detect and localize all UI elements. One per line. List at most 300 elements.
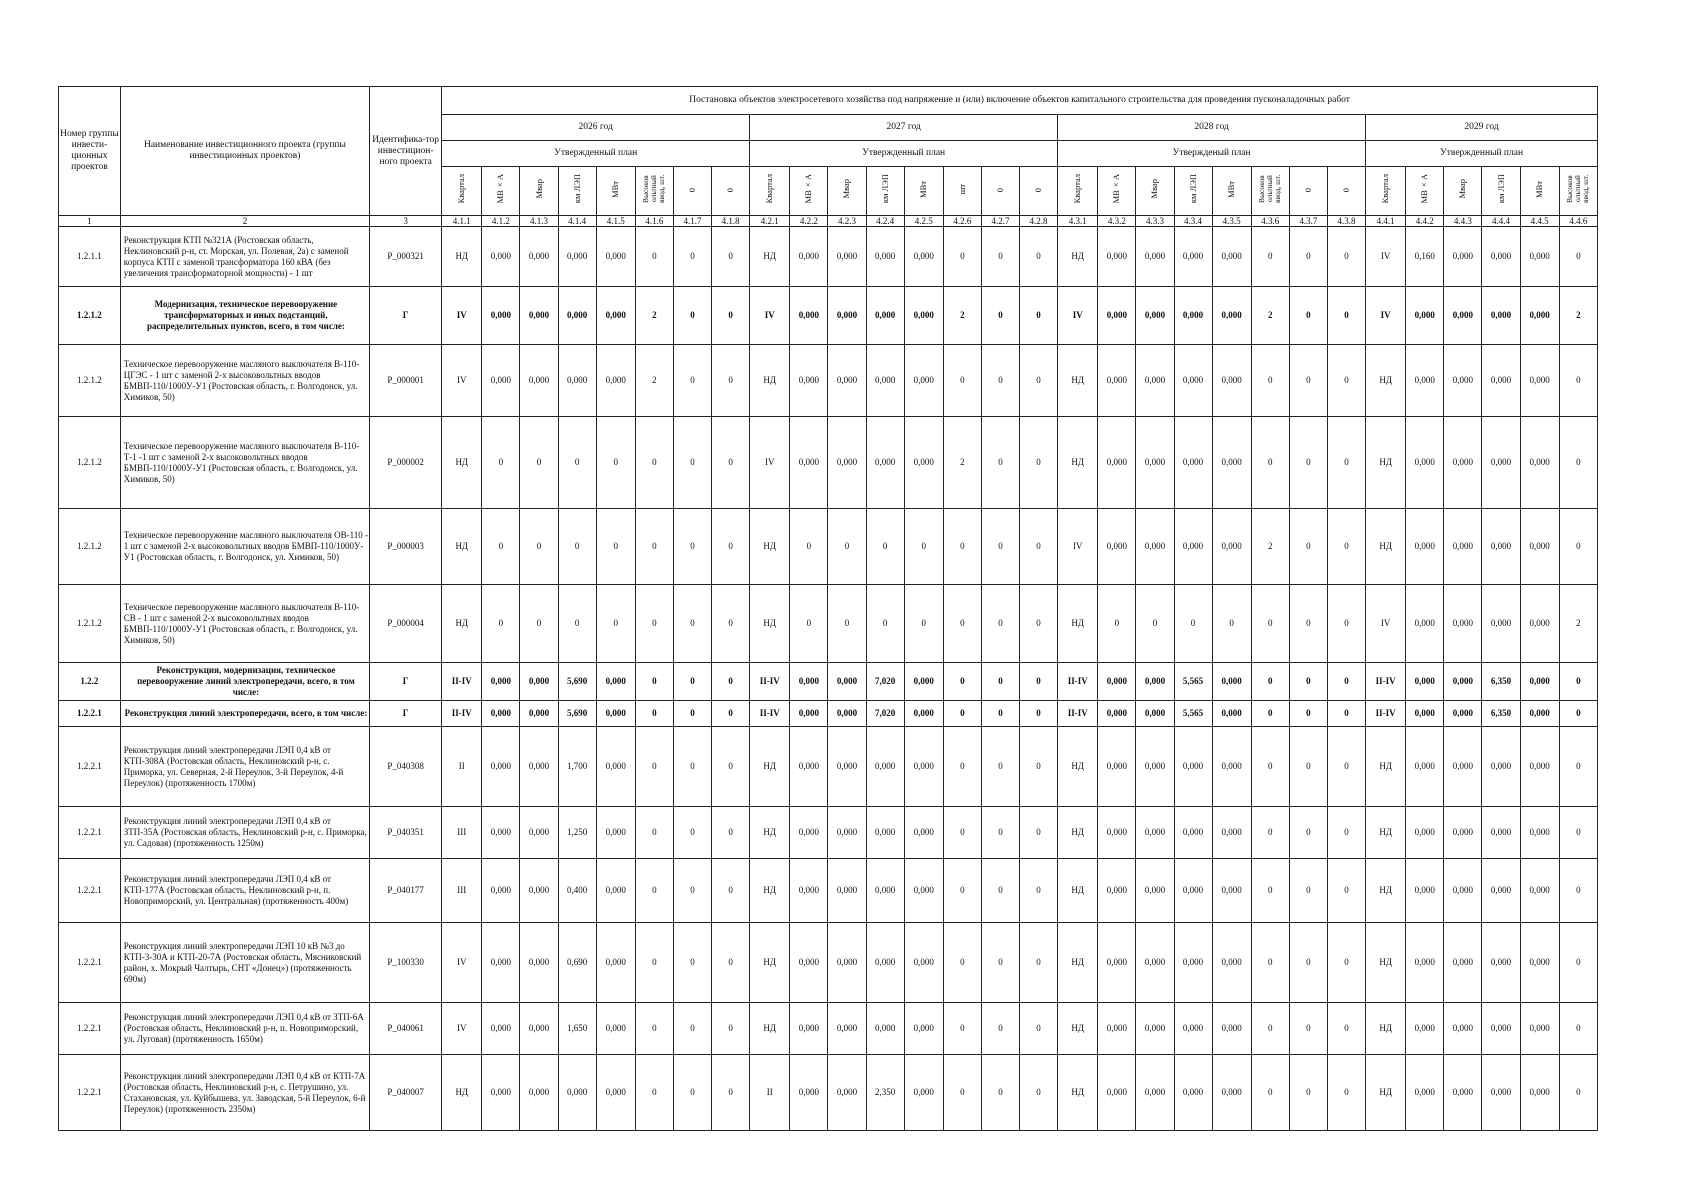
row-value: 0 (1327, 1003, 1365, 1055)
row-value: 0,000 (1212, 509, 1251, 585)
row-value: 0 (1020, 509, 1058, 585)
row-value: 0,000 (1406, 923, 1444, 1003)
row-value: 0 (1020, 227, 1058, 287)
row-value: 0 (712, 859, 750, 923)
row-value: 0 (1559, 807, 1597, 859)
column-index: 4.3.5 (1212, 216, 1251, 227)
header-unit (750, 167, 790, 216)
header-unit-label: шт (956, 183, 967, 195)
investment-table-sheet (58, 86, 1598, 1131)
row-value: 0 (904, 509, 943, 585)
row-value: 0,000 (1212, 287, 1251, 345)
row-value: 0,000 (520, 287, 558, 345)
row-value: 0,000 (1212, 727, 1251, 807)
row-value: 0 (1559, 417, 1597, 509)
row-value: НД (1058, 859, 1098, 923)
row-value: 0,000 (520, 859, 558, 923)
row-value: 0,000 (1444, 417, 1482, 509)
row-value: 0,000 (828, 345, 866, 417)
row-value: 0 (712, 923, 750, 1003)
row-value: 0 (1327, 923, 1365, 1003)
row-value: 0,000 (1212, 417, 1251, 509)
row-value: 0,000 (1212, 1055, 1251, 1131)
column-index: 4.2.3 (828, 216, 866, 227)
row-value: 0,000 (866, 417, 904, 509)
header-unit-label: МВ×А (1111, 174, 1122, 204)
row-value: IV (1058, 287, 1098, 345)
header-unit-label: 0 (686, 188, 697, 193)
row-value: 0,000 (558, 227, 596, 287)
row-value: 0 (943, 663, 981, 701)
row-identifier: P_040308 (370, 727, 442, 807)
row-value: 0 (673, 859, 711, 923)
row-identifier: P_000321 (370, 227, 442, 287)
row-value: 0 (712, 663, 750, 701)
row-value: 0,000 (790, 227, 828, 287)
row-group-number: 1.2.1.2 (59, 345, 121, 417)
row-value: 0 (673, 509, 711, 585)
row-value: НД (1058, 1055, 1098, 1131)
row-value: 0 (1559, 1003, 1597, 1055)
table-row (59, 585, 1598, 663)
row-value: 2 (635, 345, 673, 417)
header-unit (1098, 167, 1136, 216)
row-value: 0 (1327, 585, 1365, 663)
column-index: 4.3.4 (1174, 216, 1212, 227)
row-value: 2 (1251, 509, 1289, 585)
row-value: 0,000 (904, 345, 943, 417)
row-value: 0 (712, 287, 750, 345)
row-value: 0 (1251, 663, 1289, 701)
row-value: 0 (712, 227, 750, 287)
row-value: 0,000 (828, 227, 866, 287)
header-unit (635, 167, 673, 216)
row-value: IV (1058, 509, 1098, 585)
header-unit-label: МВт (918, 180, 929, 198)
header-unit-label: Мвар (1457, 179, 1468, 199)
row-value: 0,000 (828, 663, 866, 701)
row-value: 0,000 (482, 663, 520, 701)
row-value: 0,000 (1482, 287, 1520, 345)
row-value: 0 (558, 509, 596, 585)
row-value: 0,000 (1520, 509, 1559, 585)
row-identifier: Г (370, 287, 442, 345)
row-value: 0,000 (828, 923, 866, 1003)
row-value: НД (750, 859, 790, 923)
row-value: 0 (866, 585, 904, 663)
row-value: 0,000 (828, 701, 866, 727)
column-index: 4.1.3 (520, 216, 558, 227)
row-value: 0,000 (1136, 417, 1174, 509)
row-value: 0,000 (1174, 923, 1212, 1003)
column-index: 1 (59, 216, 121, 227)
row-value: II-IV (442, 663, 482, 701)
row-value: 0 (981, 227, 1019, 287)
row-value: НД (1366, 1055, 1406, 1131)
header-unit (1482, 167, 1520, 216)
row-value: 0 (635, 1055, 673, 1131)
row-value: IV (1366, 227, 1406, 287)
table-row (59, 509, 1598, 585)
row-value: 0,000 (1136, 727, 1174, 807)
header-unit (673, 167, 711, 216)
row-value: 0,000 (1406, 701, 1444, 727)
row-value: 0,000 (520, 807, 558, 859)
row-value: НД (750, 227, 790, 287)
column-index: 4.2.8 (1020, 216, 1058, 227)
row-value: 0 (981, 417, 1019, 509)
row-group-number: 1.2.2 (59, 663, 121, 701)
table-row (59, 663, 1598, 701)
row-value: 0 (1327, 663, 1365, 701)
row-value: 0 (673, 727, 711, 807)
row-value: 0,000 (1520, 1055, 1559, 1131)
row-value: 0,000 (904, 663, 943, 701)
row-value: 0 (712, 807, 750, 859)
row-value: 0 (1559, 727, 1597, 807)
row-value: 0,000 (1520, 807, 1559, 859)
row-value: 0,000 (596, 859, 635, 923)
row-value: 0 (981, 663, 1019, 701)
row-value: 0 (635, 859, 673, 923)
row-value: 0 (635, 807, 673, 859)
row-value: 1,700 (558, 727, 596, 807)
row-identifier: P_000004 (370, 585, 442, 663)
row-value: 0,000 (1136, 807, 1174, 859)
row-value: 0 (981, 859, 1019, 923)
row-value: 0 (943, 227, 981, 287)
row-value: 0,000 (1136, 923, 1174, 1003)
row-value: 0 (1289, 287, 1327, 345)
row-value: 0,000 (828, 417, 866, 509)
row-value: НД (750, 345, 790, 417)
row-value: 0 (520, 585, 558, 663)
row-value: 0,000 (558, 287, 596, 345)
row-value: 0 (1251, 859, 1289, 923)
row-value: 0,000 (904, 923, 943, 1003)
row-value: 0 (712, 727, 750, 807)
row-value: 0,000 (1212, 859, 1251, 923)
header-unit-label: км ЛЭП (879, 174, 890, 204)
row-value: 0,000 (790, 287, 828, 345)
header-unit (866, 167, 904, 216)
column-index: 4.2.6 (943, 216, 981, 227)
row-value: II-IV (1058, 701, 1098, 727)
row-value: 0 (673, 923, 711, 1003)
row-value: 0 (981, 509, 1019, 585)
row-value: НД (442, 417, 482, 509)
row-value: 0 (558, 585, 596, 663)
row-value: 0 (673, 1003, 711, 1055)
row-value: 0 (1289, 345, 1327, 417)
row-value: 0 (1251, 227, 1289, 287)
row-value: 0,000 (828, 859, 866, 923)
row-value: 6,350 (1482, 663, 1520, 701)
row-value: 0,000 (1444, 807, 1482, 859)
row-value: 0,000 (520, 923, 558, 1003)
header-unit-label: Мвар (841, 179, 852, 199)
header-identifier: Идентифика-тор инвестицион-ного проекта (370, 87, 442, 216)
header-unit (712, 167, 750, 216)
row-value: 0,000 (520, 345, 558, 417)
row-value: 0,000 (1444, 663, 1482, 701)
row-value: IV (442, 345, 482, 417)
row-value: 0,000 (1520, 585, 1559, 663)
row-value: 0 (635, 417, 673, 509)
header-unit-label: МВ×А (495, 174, 506, 204)
header-unit (1136, 167, 1174, 216)
row-identifier: P_000001 (370, 345, 442, 417)
row-value: 0 (981, 701, 1019, 727)
row-value: 0 (943, 345, 981, 417)
header-group-number: Номер группы инвести-ционных проектов (59, 87, 121, 216)
row-value: 0,000 (828, 1003, 866, 1055)
row-value: 0 (520, 417, 558, 509)
column-index: 4.1.8 (712, 216, 750, 227)
row-value: 0 (1020, 923, 1058, 1003)
header-unit-label: 0 (994, 188, 1005, 193)
row-value: 0 (1251, 923, 1289, 1003)
row-value: 0 (1251, 701, 1289, 727)
row-value: 0,000 (558, 345, 596, 417)
header-unit (1020, 167, 1058, 216)
row-value: 0 (943, 807, 981, 859)
header-plan-2: Утвержденный план (750, 141, 1058, 167)
row-value: 0 (943, 923, 981, 1003)
row-value: 0,000 (1520, 417, 1559, 509)
row-value: 0,000 (1406, 1003, 1444, 1055)
row-value: 5,690 (558, 701, 596, 727)
column-index: 4.1.5 (596, 216, 635, 227)
header-unit-label: Высоков ольтный ввод, шт. (1257, 174, 1283, 204)
header-unit (596, 167, 635, 216)
row-value: 0,400 (558, 859, 596, 923)
row-value: НД (750, 807, 790, 859)
table-row (59, 227, 1598, 287)
row-value: 0,000 (1098, 1055, 1136, 1131)
row-value: НД (1058, 807, 1098, 859)
row-value: 0 (1020, 807, 1058, 859)
row-value: 0 (866, 509, 904, 585)
header-unit-label: 0 (725, 188, 736, 193)
header-unit (981, 167, 1019, 216)
row-value: 0,000 (596, 1055, 635, 1131)
column-index: 4.1.7 (673, 216, 711, 227)
row-project-name: Реконструкция КТП №321А (Ростовская область, Неклиновский р-н, ст. Морская, ул. Полевая, 2а) с заменой корпуса КТП с заменой трансформатора 160 кВА (без увеличения трансформаторной мощности) - 1 шт (120, 227, 369, 287)
row-value: 0 (1251, 1055, 1289, 1131)
row-value: 0,000 (1444, 859, 1482, 923)
row-value: НД (750, 585, 790, 663)
row-value: 0,000 (558, 1055, 596, 1131)
row-value: 0 (1251, 1003, 1289, 1055)
row-value: 0,000 (482, 859, 520, 923)
row-value: 0,000 (482, 227, 520, 287)
row-value: 0 (635, 585, 673, 663)
row-value: 0,000 (790, 1055, 828, 1131)
row-value: 0 (635, 1003, 673, 1055)
row-value: IV (1366, 585, 1406, 663)
row-value: 0 (943, 859, 981, 923)
header-unit-label: км ЛЭП (571, 174, 582, 204)
row-value: 0 (981, 345, 1019, 417)
row-value: II-IV (442, 701, 482, 727)
row-value: 0 (1289, 701, 1327, 727)
header-unit-label: МВт (1534, 180, 1545, 198)
row-value: 0 (1020, 1003, 1058, 1055)
row-value: II (442, 727, 482, 807)
column-index: 4.3.1 (1058, 216, 1098, 227)
row-value: 0 (828, 509, 866, 585)
row-value: 0,000 (1098, 345, 1136, 417)
row-value: НД (1058, 923, 1098, 1003)
row-value: 0,000 (1212, 923, 1251, 1003)
row-value: 0,000 (1174, 807, 1212, 859)
row-value: НД (442, 227, 482, 287)
row-project-name: Техническое перевооружение масляного выключателя ОВ-110 - 1 шт с заменой 2-х высоковольтных вводов БМВП-110/1000У-У1 (Ростовская область, г. Волгодонск, ул. Химиков, 50) (120, 509, 369, 585)
row-value: 0,000 (1174, 417, 1212, 509)
header-unit (482, 167, 520, 216)
header-unit (1251, 167, 1289, 216)
table-row (59, 417, 1598, 509)
row-value: 0,000 (1482, 727, 1520, 807)
row-value: 0 (1559, 227, 1597, 287)
row-value: 2 (943, 417, 981, 509)
row-value: 0,000 (1444, 287, 1482, 345)
row-value: 0,000 (1174, 287, 1212, 345)
row-value: 0,000 (790, 859, 828, 923)
row-identifier: P_000002 (370, 417, 442, 509)
header-unit (1406, 167, 1444, 216)
row-value: 0,000 (482, 1003, 520, 1055)
row-value: НД (1366, 417, 1406, 509)
table-row (59, 807, 1598, 859)
row-value: 0,000 (596, 1003, 635, 1055)
row-value: 0,000 (1520, 345, 1559, 417)
row-project-name: Реконструкция линий электропередачи ЛЭП 0,4 кВ от КТП-177А (Ростовская область, Неклиновский р-н, п. Новоприморский, ул. Центральная) (протяженность 400м) (120, 859, 369, 923)
row-value: 0,000 (790, 417, 828, 509)
row-value: 0 (673, 1055, 711, 1131)
row-value: 0 (1020, 663, 1058, 701)
row-value: IV (1366, 287, 1406, 345)
row-value: 1,250 (558, 807, 596, 859)
header-unit (442, 167, 482, 216)
row-value: 0,000 (1174, 1055, 1212, 1131)
row-value: НД (750, 509, 790, 585)
row-group-number: 1.2.2.1 (59, 923, 121, 1003)
column-index: 4.1.1 (442, 216, 482, 227)
row-value: НД (442, 509, 482, 585)
row-value: НД (750, 727, 790, 807)
header-unit-label: Квартал (764, 174, 775, 204)
header-year-3: 2028 год (1058, 115, 1366, 141)
row-value: 0,000 (1444, 701, 1482, 727)
row-value: 0 (1289, 859, 1327, 923)
row-value: 0,000 (482, 1055, 520, 1131)
header-project-name: Наименование инвестиционного проекта (группы инвестиционных проектов) (120, 87, 369, 216)
row-value: 0 (712, 1003, 750, 1055)
row-value: 0,000 (1444, 1003, 1482, 1055)
row-value: 0,000 (1136, 701, 1174, 727)
row-value: 2 (1559, 287, 1597, 345)
row-value: 0 (1289, 1055, 1327, 1131)
header-year-4: 2029 год (1366, 115, 1598, 141)
row-value: 0,690 (558, 923, 596, 1003)
row-value: 0,000 (1136, 509, 1174, 585)
row-value: 0,000 (1136, 859, 1174, 923)
table-row (59, 701, 1598, 727)
row-identifier: Г (370, 701, 442, 727)
row-value: 0,000 (1406, 345, 1444, 417)
row-value: 0,000 (1098, 859, 1136, 923)
row-group-number: 1.2.2.1 (59, 1055, 121, 1131)
row-value: 0,000 (1098, 1003, 1136, 1055)
row-value: 0,000 (1406, 585, 1444, 663)
header-unit-label: МВт (610, 180, 621, 198)
row-value: 0 (1327, 287, 1365, 345)
row-value: 0 (1251, 345, 1289, 417)
row-value: 0 (1020, 585, 1058, 663)
row-value: 0,160 (1406, 227, 1444, 287)
row-value: НД (1058, 727, 1098, 807)
row-value: 0 (712, 701, 750, 727)
row-value: 0 (1327, 807, 1365, 859)
row-value: 0,000 (1406, 287, 1444, 345)
row-value: 2 (943, 287, 981, 345)
row-value: 0,000 (596, 923, 635, 1003)
header-unit (1327, 167, 1365, 216)
row-value: 0,000 (828, 1055, 866, 1131)
row-value: 0,000 (790, 663, 828, 701)
row-value: 0 (1327, 417, 1365, 509)
row-value: 0,000 (1406, 727, 1444, 807)
row-value: 0 (673, 345, 711, 417)
row-value: 0,000 (904, 859, 943, 923)
row-value: 0 (1327, 345, 1365, 417)
table-row (59, 1055, 1598, 1131)
column-index: 4.3.7 (1289, 216, 1327, 227)
row-value: 0,000 (1482, 417, 1520, 509)
column-index: 4.1.4 (558, 216, 596, 227)
row-value: 0,000 (1174, 859, 1212, 923)
column-index: 4.1.2 (482, 216, 520, 227)
row-value: 0,000 (1098, 287, 1136, 345)
row-value: 0 (596, 417, 635, 509)
row-project-name: Реконструкция линий электропередачи ЛЭП 0,4 кВ от КТП-7А (Ростовская область, Неклиновский р-н, с. Петрушино, ул. Стахановская, ул. Куйбышева, ул. Заводская, 5-й Переулок, 6-й Переулок) (протяженность 2350м) (120, 1055, 369, 1131)
row-value: 0 (1327, 701, 1365, 727)
row-project-name: Техническое перевооружение масляного выключателя В-110-Т-1 -1 шт с заменой 2-х высоковольтных вводов БМВП-110/1000У-У1 (Ростовская область, г. Волгодонск, ул. Химиков, 50) (120, 417, 369, 509)
row-value: 0 (981, 1003, 1019, 1055)
row-value: 0 (1559, 701, 1597, 727)
row-value: 0 (596, 585, 635, 663)
row-value: 0,000 (790, 701, 828, 727)
row-value: 0,000 (904, 807, 943, 859)
row-value: 0,000 (904, 1003, 943, 1055)
row-value: 0,000 (1444, 1055, 1482, 1131)
row-value: 0,000 (1520, 701, 1559, 727)
row-value: 5,690 (558, 663, 596, 701)
row-identifier: P_100330 (370, 923, 442, 1003)
row-value: 0 (943, 727, 981, 807)
row-value: 0 (673, 807, 711, 859)
row-value: 0,000 (596, 345, 635, 417)
row-value: 0 (1559, 509, 1597, 585)
column-index: 3 (370, 216, 442, 227)
row-value: 0,000 (596, 701, 635, 727)
row-value: 0,000 (1098, 701, 1136, 727)
row-value: II-IV (750, 663, 790, 701)
row-value: 0,000 (596, 663, 635, 701)
row-value: 0 (943, 1055, 981, 1131)
